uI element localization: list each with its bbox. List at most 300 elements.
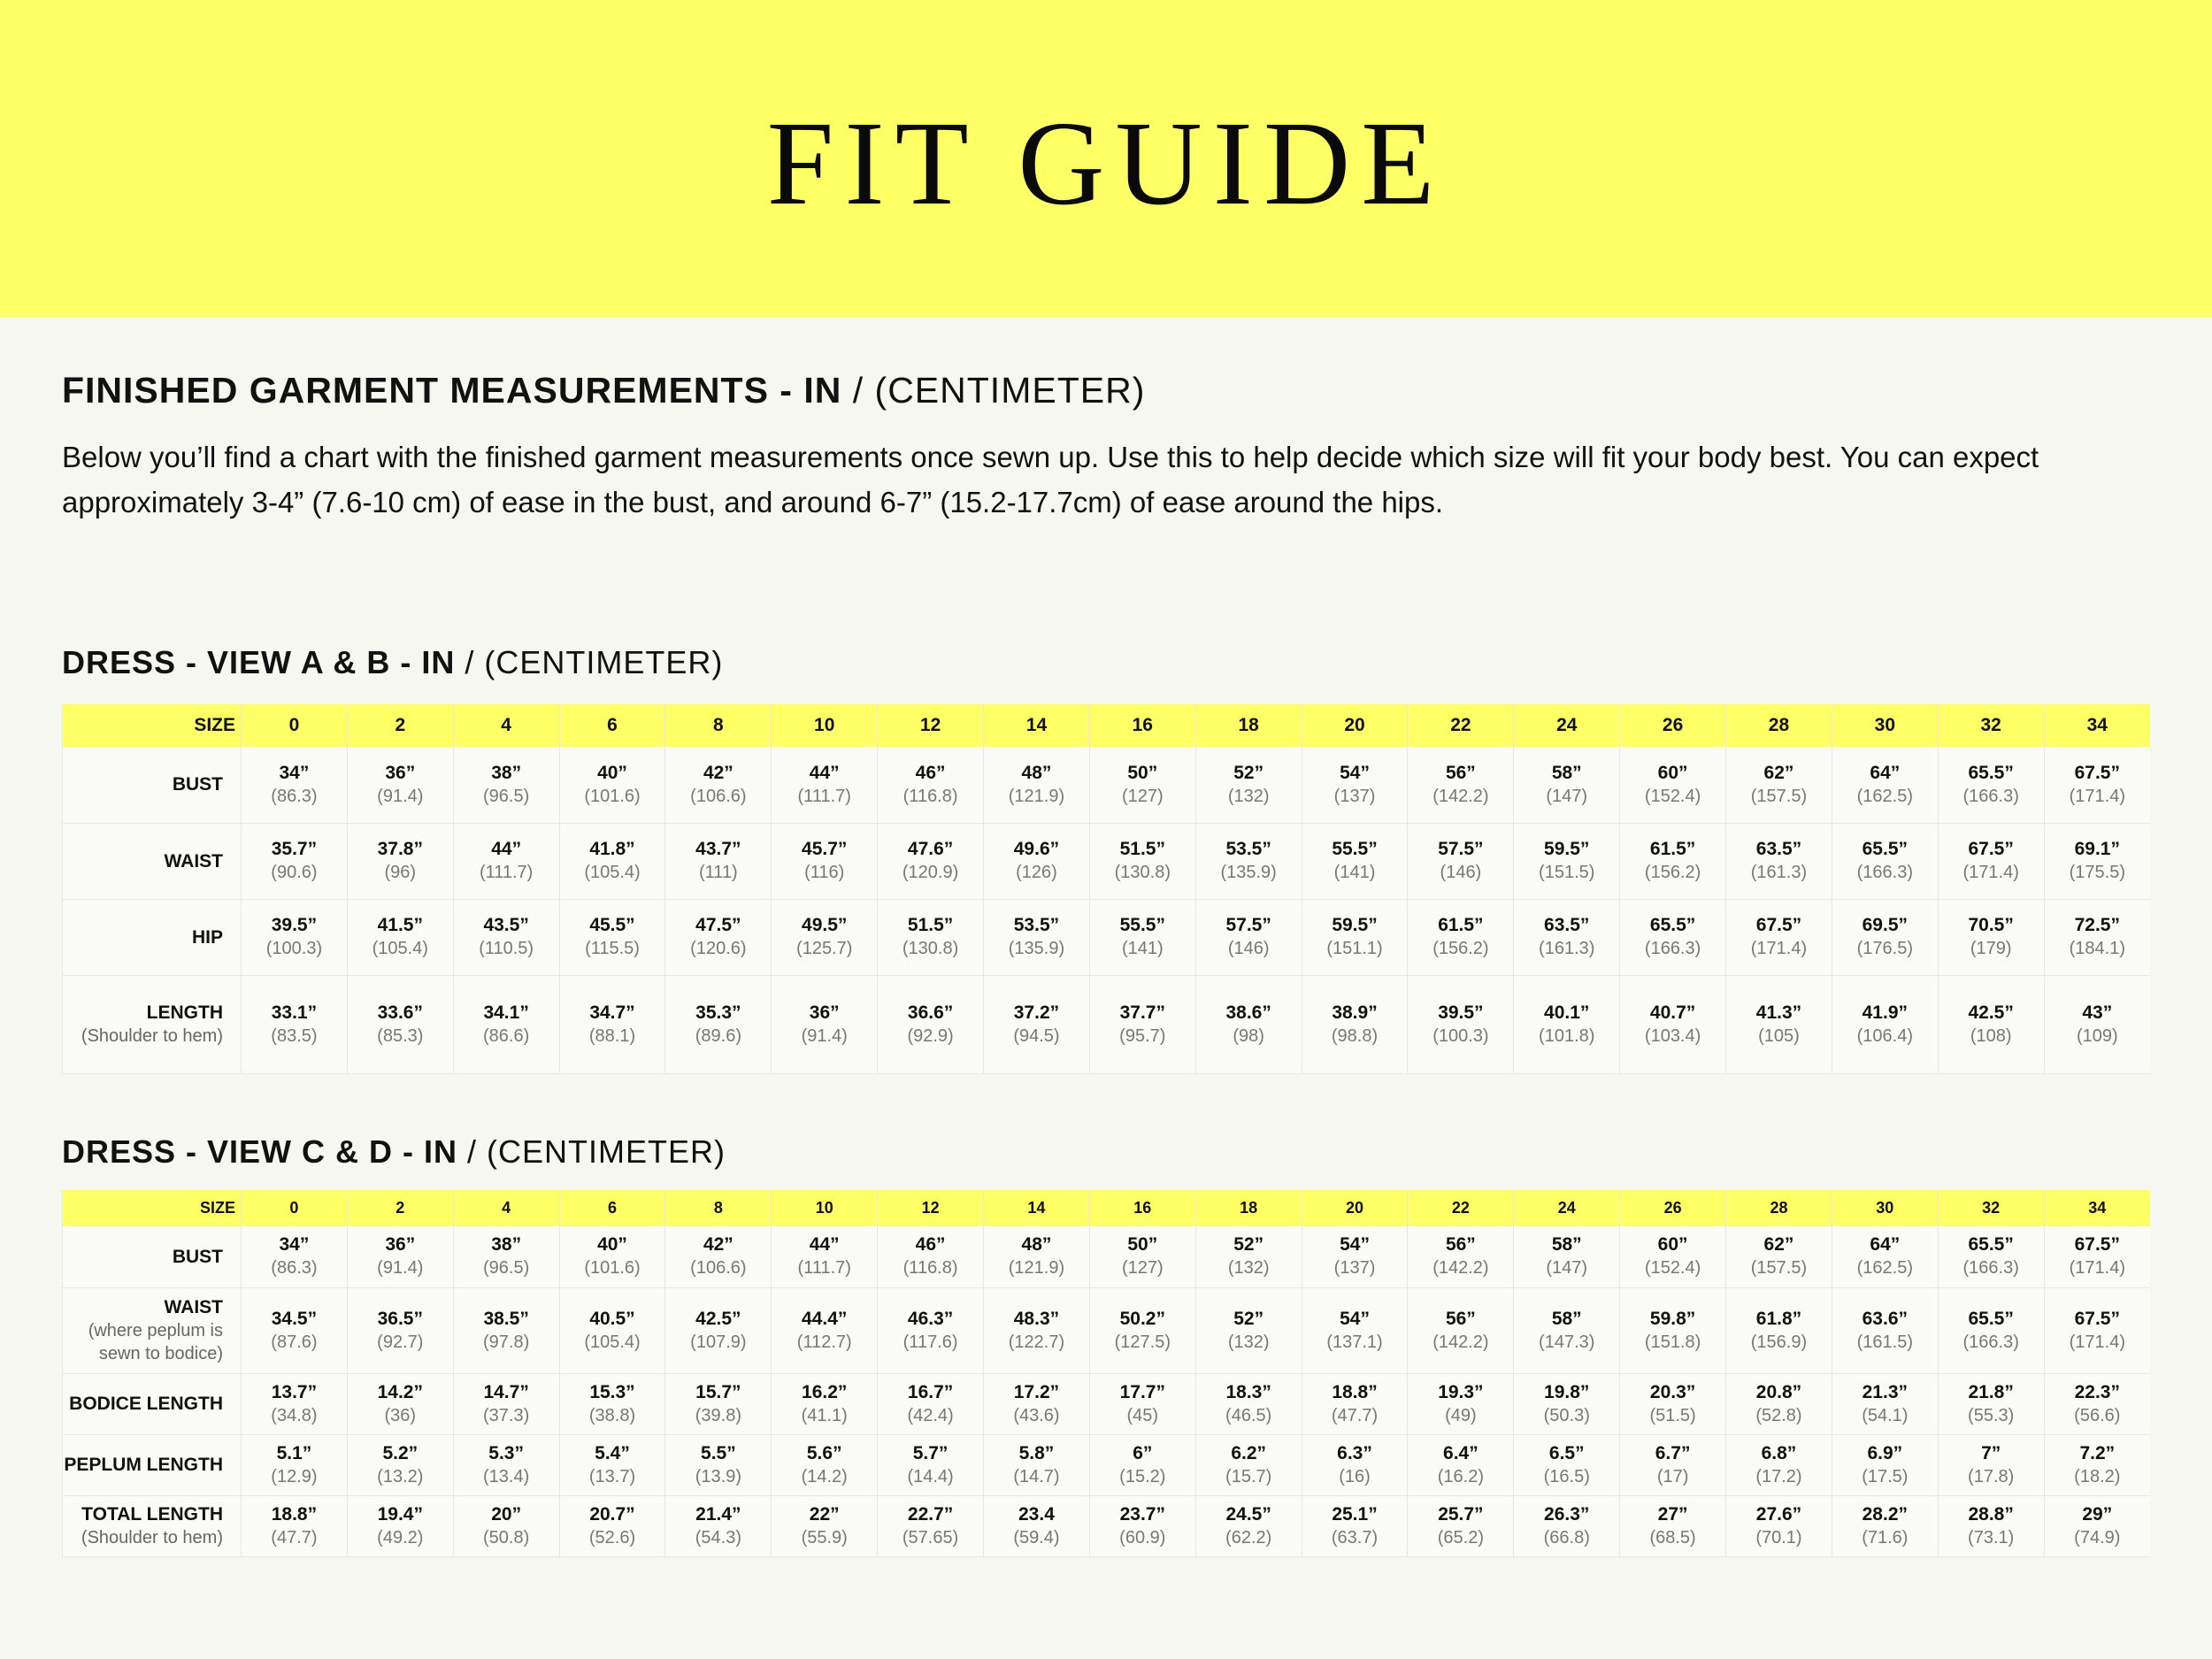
cm-value: (46.5) (1225, 1405, 1272, 1425)
measurement-table (62, 1190, 2150, 1557)
inch-value: 65.5” (1968, 1234, 2014, 1256)
cm-value: (95.7) (1119, 1025, 1166, 1046)
row-label-note: (Shoulder to hem) (81, 1026, 223, 1046)
measurement-cell (1938, 1495, 2044, 1556)
measurement-cell (878, 747, 984, 823)
cm-value: (121.9) (1008, 786, 1065, 806)
inch-value: 15.3” (589, 1381, 635, 1402)
cm-value: (105.4) (372, 939, 428, 958)
inch-value: 17.7” (1119, 1381, 1165, 1402)
cm-value: (146) (1440, 863, 1482, 882)
inch-value: 36.6” (907, 1002, 954, 1023)
inch-value: 25.7” (1438, 1503, 1484, 1525)
size-header-cell: 18 (1195, 704, 1302, 747)
size-header-cell: 4 (453, 704, 559, 747)
measurement-cell (1938, 1434, 2044, 1495)
cm-value: (51.5) (1649, 1405, 1696, 1425)
cm-value: (13.2) (377, 1466, 424, 1486)
inch-value: 6.7” (1655, 1442, 1691, 1463)
inch-value: 21.4” (695, 1503, 741, 1525)
inch-value: 59.8” (1649, 1308, 1696, 1329)
measurement-cell (453, 975, 559, 1073)
measurement-cell (1408, 1226, 1514, 1287)
size-header-cell: 24 (1514, 1190, 1620, 1226)
inch-value: 59.5” (1332, 915, 1378, 935)
cm-value: (12.9) (271, 1466, 318, 1486)
cm-value: (162.5) (1856, 1258, 1913, 1279)
main-content (62, 370, 2150, 1548)
cm-value: (152.4) (1644, 1258, 1701, 1279)
measurement-cell (1726, 747, 1832, 823)
size-header-cell: 10 (772, 704, 878, 747)
measurement-cell (1620, 975, 1726, 1073)
measurement-cell (453, 1495, 559, 1556)
cm-value: (63.7) (1331, 1527, 1379, 1548)
inch-value: 41.8” (589, 839, 635, 859)
measurement-cell (559, 823, 665, 899)
cm-value: (66.8) (1543, 1527, 1590, 1548)
inch-value: 65.5” (1649, 915, 1696, 935)
inch-value: 26.3” (1544, 1503, 1590, 1525)
measurement-cell (1832, 823, 1938, 899)
measurement-cell (772, 823, 878, 899)
measurement-cell (1408, 1495, 1514, 1556)
cm-value: (110.5) (479, 939, 534, 958)
inch-value: 52” (1233, 1234, 1264, 1256)
measurement-cell (772, 899, 878, 975)
measurement-cell (1408, 823, 1514, 899)
cm-value: (179) (1970, 939, 2012, 958)
cm-value: (103.4) (1644, 1025, 1701, 1046)
cm-value: (156.9) (1750, 1332, 1808, 1352)
measurement-cell (1620, 1287, 1726, 1373)
inch-value: 46.3” (907, 1308, 954, 1329)
size-header-cell: 20 (1302, 1190, 1408, 1226)
cm-value: (115.5) (585, 939, 640, 958)
measurement-cell (1620, 747, 1726, 823)
measurement-cell (1195, 1495, 1302, 1556)
row-label (63, 975, 242, 1073)
measurement-cell (242, 1287, 348, 1373)
cm-value: (86.6) (483, 1025, 530, 1046)
size-label: SIZE (63, 1190, 242, 1226)
inch-value: 60” (1657, 762, 1688, 783)
cm-value: (171.4) (2069, 1258, 2125, 1279)
row-label (63, 1226, 242, 1287)
inch-value: 37.8” (377, 839, 423, 859)
inch-value: 55.5” (1119, 915, 1165, 935)
cm-value: (96.5) (483, 786, 530, 806)
cm-value: (146) (1227, 939, 1270, 958)
cm-value: (116.8) (902, 786, 958, 806)
measurement-cell (665, 1495, 772, 1556)
row-label-text: TOTAL LENGTH (81, 1504, 223, 1525)
measurement-cell (1408, 1373, 1514, 1434)
measurement-cell (453, 899, 559, 975)
cm-value: (105) (1758, 1025, 1800, 1046)
cm-value: (13.4) (483, 1466, 530, 1486)
size-header-cell: 20 (1302, 704, 1408, 747)
inch-value: 56” (1445, 1234, 1476, 1256)
inch-value: 6.5” (1548, 1442, 1585, 1463)
measurement-cell (1408, 1287, 1514, 1373)
measurement-cell (1408, 975, 1514, 1073)
cm-value: (121.9) (1008, 1258, 1065, 1279)
inch-value: 21.3” (1862, 1381, 1908, 1402)
inch-value: 40.1” (1544, 1002, 1590, 1023)
measurement-cell (1832, 975, 1938, 1073)
inch-value: 43” (2082, 1002, 2113, 1023)
inch-value: 46” (915, 1234, 946, 1256)
cm-value: (14.2) (801, 1466, 848, 1486)
inch-value: 54” (1340, 762, 1370, 783)
inch-value: 7” (1981, 1442, 2001, 1463)
measurement-cell (1514, 1495, 1620, 1556)
cm-value: (106.6) (690, 1258, 747, 1279)
cm-value: (141) (1121, 939, 1164, 958)
cm-value: (91.4) (377, 1258, 424, 1279)
measurement-cell (2044, 1226, 2150, 1287)
cm-value: (65.2) (1437, 1527, 1484, 1548)
cm-value: (15.2) (1119, 1466, 1166, 1486)
table-row (63, 1434, 2151, 1495)
cm-value: (176.5) (1856, 939, 1913, 958)
inch-value: 63.5” (1544, 915, 1590, 935)
table-row (63, 823, 2151, 899)
section-title-separator: / (841, 370, 875, 411)
measurement-cell (1302, 1287, 1408, 1373)
cm-value: (37.3) (483, 1405, 530, 1425)
size-header-cell: 30 (1832, 704, 1938, 747)
cm-value: (147.3) (1539, 1332, 1595, 1352)
cm-value: (88.1) (588, 1025, 636, 1046)
cm-value: (151.8) (1644, 1332, 1701, 1352)
inch-value: 38.5” (483, 1308, 529, 1329)
cm-value: (166.3) (1856, 863, 1913, 882)
cm-value: (36) (384, 1405, 417, 1425)
size-header-cell: 2 (347, 1190, 453, 1226)
measurement-cell (878, 1287, 984, 1373)
measurement-cell (1302, 1495, 1408, 1556)
inch-value: 43.7” (695, 839, 741, 859)
size-header-cell: 16 (1089, 1190, 1195, 1226)
cm-value: (105.4) (584, 1332, 641, 1352)
row-label (63, 1495, 242, 1556)
measurement-cell (1620, 1373, 1726, 1434)
measurement-cell (1938, 1287, 2044, 1373)
inch-value: 21.8” (1968, 1381, 2014, 1402)
table-row (63, 1495, 2151, 1556)
measurement-cell (1195, 899, 1302, 975)
measurement-cell (1302, 1373, 1408, 1434)
measurement-cell (665, 1434, 772, 1495)
table-row (63, 899, 2151, 975)
inch-value: 41.3” (1755, 1002, 1802, 1023)
measurement-cell (559, 1495, 665, 1556)
cm-value: (47.7) (271, 1527, 318, 1548)
inch-value: 23.7” (1119, 1503, 1165, 1525)
measurement-cell (1832, 1226, 1938, 1287)
measurement-cell (559, 1434, 665, 1495)
row-label-text: PEPLUM LENGTH (64, 1455, 223, 1475)
row-label-note: (Shoulder to hem) (81, 1528, 223, 1548)
row-label-text: BODICE LENGTH (69, 1394, 223, 1414)
cm-value: (18.2) (2074, 1466, 2121, 1486)
measurement-cell (1195, 747, 1302, 823)
measurement-cell (1195, 1373, 1302, 1434)
row-label (63, 1373, 242, 1434)
inch-value: 47.6” (907, 839, 954, 859)
cm-value: (39.8) (695, 1405, 741, 1425)
inch-value: 40.7” (1649, 1002, 1696, 1023)
measurement-cell (242, 1434, 348, 1495)
measurement-cell (453, 1226, 559, 1287)
measurement-cell (1089, 1434, 1195, 1495)
size-header-cell: 14 (984, 704, 1090, 747)
size-header-cell: 14 (984, 1190, 1090, 1226)
table-title-unit: / (CENTIMETER) (457, 1133, 726, 1170)
measurement-cell (772, 1434, 878, 1495)
measurement-cell (2044, 1495, 2150, 1556)
inch-value: 14.7” (483, 1381, 529, 1402)
cm-value: (60.9) (1119, 1527, 1166, 1548)
cm-value: (101.8) (1539, 1025, 1595, 1046)
cm-value: (42.4) (907, 1405, 954, 1425)
cm-value: (111.7) (797, 786, 851, 806)
measurement-cell (559, 1226, 665, 1287)
measurement-cell (1514, 1373, 1620, 1434)
table-title-text: DRESS - VIEW A & B - IN (62, 644, 456, 680)
measurement-cell (878, 823, 984, 899)
inch-value: 44” (809, 762, 840, 783)
inch-value: 33.1” (271, 1002, 318, 1023)
inch-value: 40” (597, 1234, 627, 1256)
row-label-text: HIP (191, 926, 223, 948)
page-title: FIT GUIDE (766, 97, 1446, 230)
measurement-cell (1726, 1495, 1832, 1556)
cm-value: (17.8) (1968, 1466, 2015, 1486)
inch-value: 62” (1763, 1234, 1794, 1256)
cm-value: (96.5) (483, 1258, 530, 1279)
inch-value: 40.5” (589, 1308, 635, 1329)
cm-value: (14.4) (907, 1466, 954, 1486)
inch-value: 61.5” (1438, 915, 1484, 935)
inch-value: 20.3” (1649, 1381, 1696, 1402)
size-header-cell: 22 (1408, 704, 1514, 747)
cm-value: (52.6) (588, 1527, 636, 1548)
row-label (63, 747, 242, 823)
measurement-cell (1938, 747, 2044, 823)
cm-value: (59.4) (1013, 1527, 1060, 1548)
size-header-cell: 12 (878, 1190, 984, 1226)
cm-value: (132) (1227, 1258, 1270, 1279)
cm-value: (166.3) (1962, 1332, 2019, 1352)
table-row (63, 1373, 2151, 1434)
measurement-cell (2044, 899, 2150, 975)
measurement-cell (242, 1373, 348, 1434)
table-title (62, 644, 2150, 681)
measurement-cell (1620, 1226, 1726, 1287)
inch-value: 67.5” (1755, 915, 1802, 935)
measurement-cell (347, 899, 453, 975)
cm-value: (106.6) (690, 786, 747, 806)
inch-value: 6.9” (1867, 1442, 1903, 1463)
inch-value: 49.6” (1013, 839, 1060, 859)
inch-value: 38” (491, 762, 522, 783)
inch-value: 33.6” (377, 1002, 423, 1023)
cm-value: (132) (1227, 1332, 1270, 1352)
inch-value: 20” (491, 1503, 522, 1525)
inch-value: 19.4” (377, 1503, 423, 1525)
inch-value: 53.5” (1013, 915, 1060, 935)
size-header-cell: 18 (1195, 1190, 1302, 1226)
table-title-unit: / (CENTIMETER) (455, 644, 724, 680)
inch-value: 64” (1870, 1234, 1901, 1256)
cm-value: (137) (1333, 786, 1376, 806)
inch-value: 36” (385, 1234, 416, 1256)
size-header-cell: 0 (242, 704, 348, 747)
measurement-cell (1089, 747, 1195, 823)
measurement-cell (1089, 975, 1195, 1073)
inch-value: 42.5” (1968, 1002, 2014, 1023)
measurement-cell (1832, 1434, 1938, 1495)
cm-value: (34.8) (271, 1405, 318, 1425)
measurement-cell (1938, 899, 2044, 975)
table-row (63, 747, 2151, 823)
cm-value: (117.6) (902, 1332, 958, 1352)
cm-value: (142.2) (1432, 786, 1489, 806)
size-header-cell: 8 (665, 704, 772, 747)
cm-value: (130.8) (1114, 863, 1171, 882)
inch-value: 39.5” (1438, 1002, 1484, 1023)
inch-value: 42.5” (695, 1308, 741, 1329)
cm-value: (151.5) (1539, 863, 1595, 882)
cm-value: (100.3) (1432, 1025, 1489, 1046)
measurement-cell (1302, 747, 1408, 823)
inch-value: 5.1” (276, 1442, 312, 1463)
cm-value: (71.6) (1862, 1527, 1909, 1548)
measurement-cell (878, 1434, 984, 1495)
inch-value: 16.7” (907, 1381, 954, 1402)
inch-value: 7.2” (2079, 1442, 2116, 1463)
inch-value: 67.5” (2074, 1234, 2120, 1256)
measurement-cell (665, 747, 772, 823)
measurement-cell (347, 1495, 453, 1556)
cm-value: (166.3) (1962, 786, 2019, 806)
measurement-cell (1938, 975, 2044, 1073)
section-title-unit: (CENTIMETER) (874, 370, 1146, 411)
measurement-cell (878, 1373, 984, 1434)
size-header-cell: 10 (772, 1190, 878, 1226)
cm-value: (120.9) (902, 863, 959, 882)
inch-value: 52” (1233, 762, 1264, 783)
cm-value: (17.2) (1755, 1466, 1802, 1486)
inch-value: 36.5” (377, 1308, 423, 1329)
cm-value: (141) (1333, 863, 1376, 882)
cm-value: (90.6) (271, 863, 318, 882)
cm-value: (156.2) (1644, 863, 1701, 882)
inch-value: 35.7” (271, 839, 318, 859)
size-header-cell: 34 (2044, 1190, 2150, 1226)
cm-value: (125.7) (796, 939, 853, 958)
cm-value: (120.6) (690, 939, 747, 958)
inch-value: 65.5” (1968, 1308, 2014, 1329)
cm-value: (98.8) (1331, 1025, 1379, 1046)
inch-value: 6” (1133, 1442, 1153, 1463)
inch-value: 28.2” (1862, 1503, 1908, 1525)
inch-value: 45.5” (589, 915, 635, 935)
measurement-cell (665, 823, 772, 899)
cm-value: (49.2) (377, 1527, 424, 1548)
inch-value: 35.3” (695, 1002, 741, 1023)
measurement-cell (984, 1495, 1090, 1556)
measurement-cell (1514, 975, 1620, 1073)
inch-value: 46” (915, 762, 946, 783)
measurement-cell (347, 823, 453, 899)
cm-value: (127) (1121, 1258, 1164, 1279)
cm-value: (50.3) (1543, 1405, 1590, 1425)
table-title (62, 1133, 2150, 1171)
inch-value: 48” (1021, 1234, 1052, 1256)
inch-value: 5.4” (595, 1442, 630, 1463)
size-header-cell: 6 (559, 704, 665, 747)
cm-value: (91.4) (801, 1025, 848, 1046)
measurement-cell (2044, 1434, 2150, 1495)
measurement-cell (1514, 1226, 1620, 1287)
size-header-cell: 32 (1938, 704, 2044, 747)
table-view-a-b (62, 644, 2150, 1074)
cm-value: (108) (1970, 1025, 2012, 1046)
inch-value: 34” (279, 762, 310, 783)
row-label (63, 899, 242, 975)
measurement-cell (984, 747, 1090, 823)
measurement-cell (1726, 823, 1832, 899)
measurement-cell (1620, 1434, 1726, 1495)
measurement-cell (1089, 823, 1195, 899)
measurement-cell (559, 975, 665, 1073)
measurement-cell (1938, 1373, 2044, 1434)
inch-value: 5.8” (1018, 1442, 1055, 1463)
measurement-cell (984, 1287, 1090, 1373)
row-label-text: WAIST (164, 850, 223, 872)
size-header-cell: 8 (665, 1190, 772, 1226)
row-label-text: LENGTH (146, 1002, 223, 1023)
inch-value: 39.5” (271, 915, 318, 935)
measurement-cell (1726, 1287, 1832, 1373)
cm-value: (166.3) (1962, 1258, 2019, 1279)
inch-value: 41.5” (377, 915, 423, 935)
cm-value: (16) (1339, 1466, 1371, 1486)
inch-value: 44” (491, 839, 522, 859)
inch-value: 15.7” (695, 1381, 741, 1402)
inch-value: 36” (385, 762, 416, 783)
cm-value: (137) (1333, 1258, 1376, 1279)
inch-value: 38.6” (1225, 1002, 1271, 1023)
cm-value: (184.1) (2069, 939, 2125, 958)
cm-value: (101.6) (584, 1258, 641, 1279)
inch-value: 37.7” (1119, 1002, 1165, 1023)
row-label (63, 1434, 242, 1495)
inch-value: 54” (1340, 1234, 1370, 1256)
cm-value: (142.2) (1432, 1332, 1489, 1352)
cm-value: (122.7) (1008, 1332, 1065, 1352)
size-header-cell: 24 (1514, 704, 1620, 747)
measurement-cell (347, 1373, 453, 1434)
measurement-cell (242, 975, 348, 1073)
measurement-cell (772, 1287, 878, 1373)
measurement-cell (1195, 1434, 1302, 1495)
cm-value: (14.7) (1013, 1466, 1060, 1486)
